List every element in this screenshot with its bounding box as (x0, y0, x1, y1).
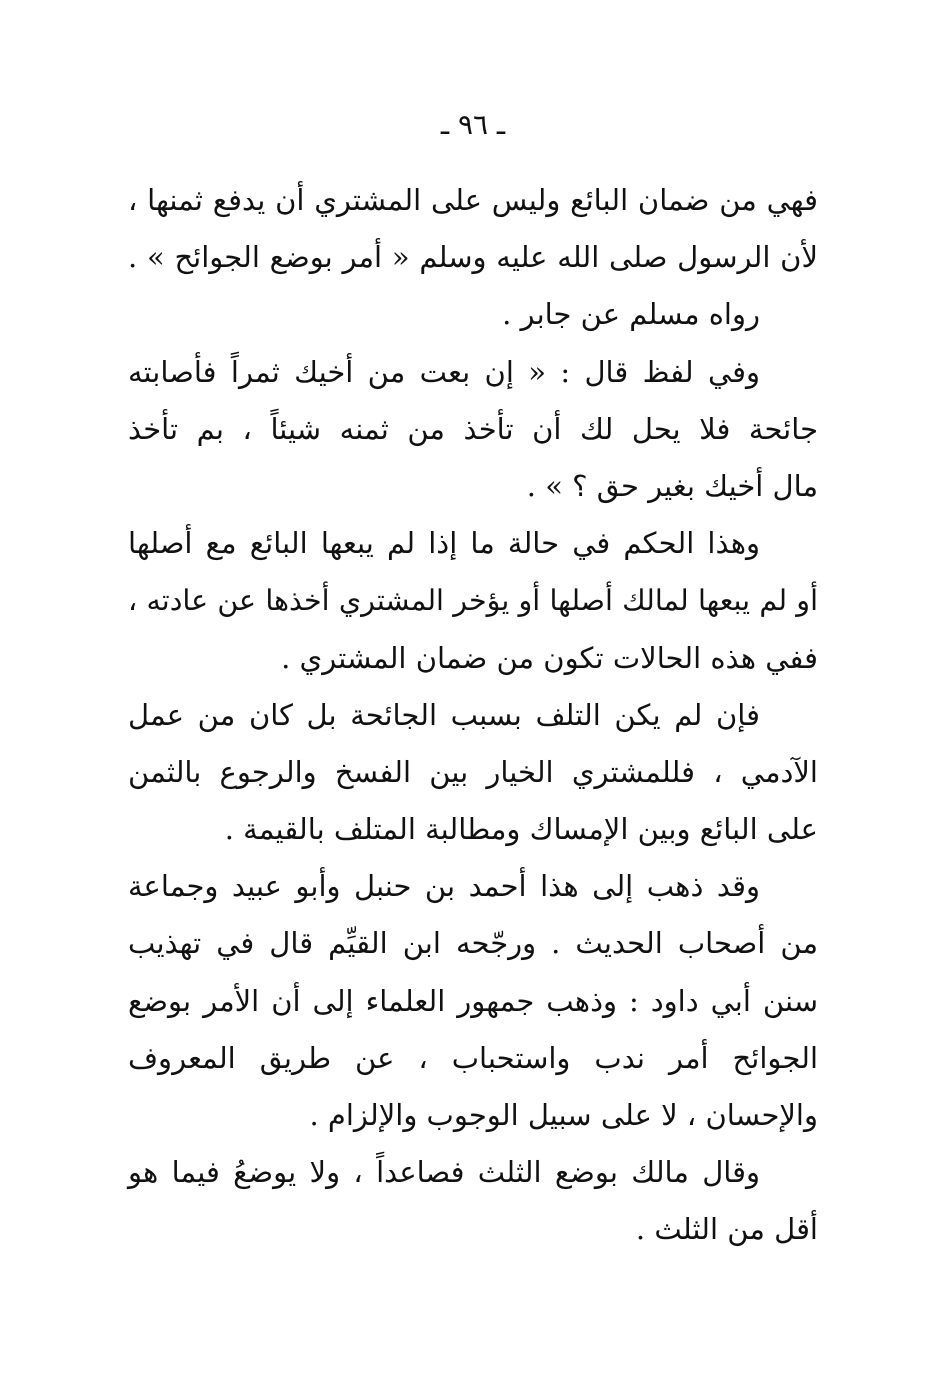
text-line: فإن لم يكن التلف بسبب الجائحة بل كان من عمل (128, 697, 760, 732)
text-line: فهي من ضمان البائع وليس على المشتري أن يدفع ثمنها ، (128, 183, 818, 217)
text-line: وقال مالك بوضع الثلث فصاعداً ، ولا يوضعُ فيما هو (128, 1155, 760, 1190)
text-line: من أصحاب الحديث . ورجّحه ابن القيِّم قال في تهذيب (128, 926, 818, 961)
text-line: ففي هذه الحالات تكون من ضمان المشتري . (281, 640, 818, 675)
text-line: أقل من الثلث . (635, 1212, 818, 1247)
text-line: جائحة فلا يحل لك أن تأخذ من ثمنه شيئاً ، بم تأخذ (128, 411, 818, 446)
text-line: أو لم يبعها لمالك أصلها أو يؤخر المشتري أخذها عن عادته ، (128, 584, 818, 618)
text-line: وقد ذهب إلى هذا أحمد بن حنبل وأبو عبيد وجماعة (128, 869, 760, 904)
text-line: وفي لفظ قال : « إن بعت من أخيك ثمراً فأصابته (128, 354, 760, 389)
text-line: وهذا الحكم في حالة ما إذا لم يبعها البائع مع أصلها (128, 526, 760, 561)
page-number: ـ ٩٦ ـ (440, 108, 506, 141)
text-line: لأن الرسول صلى الله عليه وسلم « أمر بوضع الجوائح » . (128, 240, 818, 275)
text-line: على البائع وبين الإمساك ومطالبة المتلف بالقيمة . (224, 812, 818, 847)
text-line: الآدمي ، فللمشتري الخيار بين الفسخ والرجوع بالثمن (128, 754, 818, 789)
paragraph (128, 1144, 818, 1258)
paragraph (128, 687, 818, 859)
text-line: الجوائح أمر ندب واستحباب ، عن طريق المعروف (128, 1040, 818, 1075)
paragraph (128, 172, 818, 344)
text-line: مال أخيك بغير حق ؟ » . (526, 468, 818, 503)
paragraph (128, 858, 818, 1144)
text-line: رواه مسلم عن جابر . (502, 297, 760, 332)
paragraph (128, 344, 818, 516)
text-line: والإحسان ، لا على سبيل الوجوب والإلزام . (309, 1098, 818, 1132)
paragraph (128, 515, 818, 687)
body-text (128, 172, 818, 1259)
text-line: سنن أبي داود : وذهب جمهور العلماء إلى أن الأمر بوضع (128, 983, 818, 1018)
